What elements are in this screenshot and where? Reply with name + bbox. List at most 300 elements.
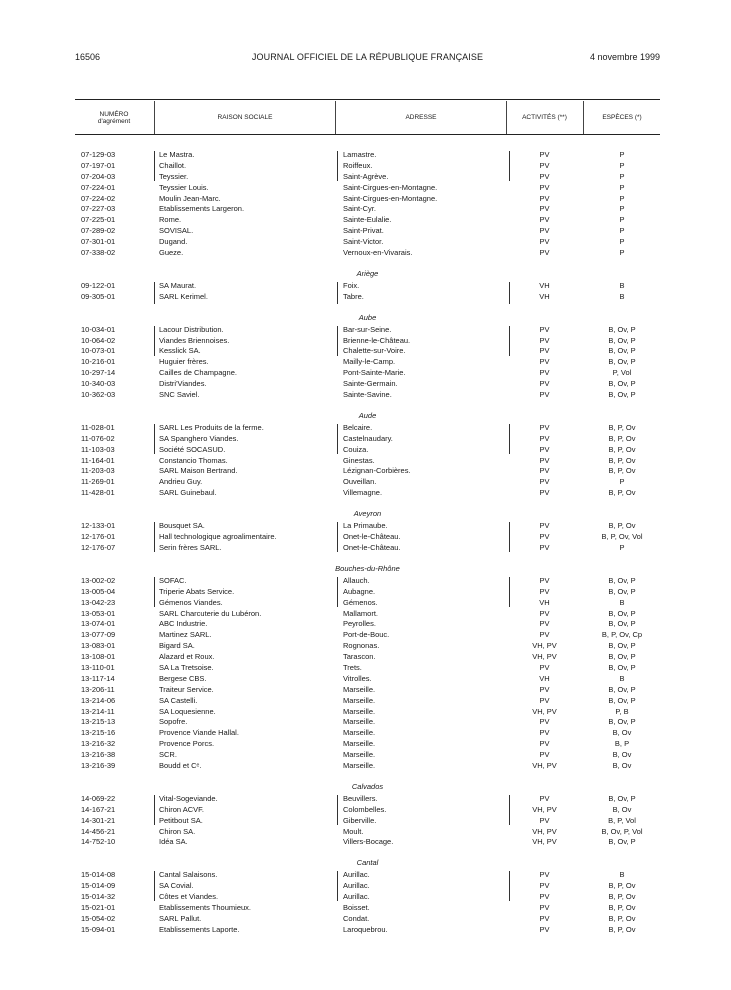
- especes-cell: B, Ov, P: [608, 717, 636, 727]
- agrement-number-cell: 15-014-32: [81, 892, 116, 902]
- activites-cell: VH: [539, 291, 550, 301]
- adresse-cell: Lézignan-Corbières.: [343, 466, 411, 476]
- table-row: [75, 477, 660, 488]
- raison-sociale-cell: Sopofre.: [159, 717, 188, 727]
- agrement-number-cell: 09-122-01: [81, 280, 116, 290]
- especes-cell: P: [619, 150, 625, 159]
- adresse-cell: Trets.: [343, 662, 362, 672]
- raison-sociale-cell: SARL Kerimel.: [159, 291, 208, 301]
- agrement-number-cell: 10-064-02: [81, 335, 116, 345]
- name-column-mark: [154, 871, 155, 901]
- activites-cell: PV: [539, 466, 550, 476]
- table-row: [75, 837, 660, 848]
- column-header-activites: ACTIVITÉS (**): [522, 114, 567, 121]
- agrement-number-cell: 12-176-01: [81, 532, 116, 542]
- adresse-cell: Saint-Victor.: [343, 237, 384, 247]
- table-row: [75, 728, 660, 739]
- table-row: [75, 543, 660, 554]
- especes-cell: B, Ov, P: [608, 324, 636, 334]
- adresse-cell: Tarascon.: [343, 652, 376, 662]
- adresse-cell: Aurillac.: [343, 881, 370, 891]
- activity-column-mark: [509, 577, 510, 607]
- activites-cell: PV: [539, 793, 550, 803]
- agrement-number-cell: 13-005-04: [81, 586, 116, 596]
- agrement-number-cell: 10-073-01: [81, 346, 116, 356]
- especes-cell: B, P, Ov: [608, 521, 636, 531]
- adresse-cell: Villers-Bocage.: [343, 837, 394, 847]
- raison-sociale-cell: Vital-Sogeviande.: [159, 793, 218, 803]
- raison-sociale-cell: Dugand.: [159, 237, 188, 247]
- raison-sociale-cell: Hall technologique agroalimentaire.: [159, 532, 277, 542]
- raison-sociale-cell: Idéa SA.: [159, 837, 188, 847]
- raison-sociale-cell: Moulin Jean-Marc.: [159, 193, 221, 203]
- activites-cell: VH, PV: [532, 641, 557, 651]
- raison-sociale-cell: Provence Viande Hallal.: [159, 728, 239, 738]
- adresse-cell: Beuvillers.: [343, 793, 378, 803]
- especes-cell: B, Ov, P: [608, 793, 636, 803]
- adresse-cell: Sainte-Eulalie.: [343, 215, 392, 225]
- table-row: [75, 914, 660, 925]
- adresse-cell: Brienne-le-Château.: [343, 335, 411, 345]
- activites-cell: PV: [539, 913, 550, 923]
- column-divider: [335, 101, 336, 134]
- activites-cell: PV: [539, 455, 550, 465]
- page-number: 16506: [75, 52, 101, 62]
- especes-cell: B, Ov, P: [608, 662, 636, 672]
- table-row: [75, 194, 660, 205]
- activites-cell: PV: [539, 150, 550, 159]
- adresse-cell: Chalette-sur-Voire.: [343, 346, 406, 356]
- raison-sociale-cell: SARL Les Produits de la ferme.: [159, 422, 264, 432]
- activity-column-mark: [509, 282, 510, 304]
- agrement-number-cell: 11-028-01: [81, 422, 115, 432]
- activites-cell: VH, PV: [532, 652, 557, 662]
- table-row: [75, 587, 660, 598]
- department-block: [75, 778, 660, 848]
- address-column-mark: [337, 326, 338, 356]
- adresse-cell: Boisset.: [343, 902, 370, 912]
- activites-cell: PV: [539, 608, 550, 618]
- raison-sociale-cell: Viandes Briennoises.: [159, 335, 230, 345]
- raison-sociale-cell: Chaillot.: [159, 160, 187, 170]
- agrement-number-cell: 15-094-01: [81, 924, 116, 934]
- table-row: [75, 204, 660, 215]
- name-column-mark: [154, 424, 155, 454]
- especes-cell: B, P, Ov: [608, 422, 636, 432]
- activites-cell: PV: [539, 444, 550, 454]
- table-header: [75, 101, 660, 135]
- raison-sociale-cell: Bousquet SA.: [159, 521, 205, 531]
- activity-column-mark: [509, 151, 510, 181]
- activites-cell: PV: [539, 902, 550, 912]
- especes-cell: B, Ov, P: [608, 641, 636, 651]
- especes-cell: B: [619, 280, 625, 290]
- raison-sociale-cell: Cailles de Champagne.: [159, 368, 237, 378]
- raison-sociale-cell: SA Castelli.: [159, 695, 198, 705]
- address-column-mark: [337, 151, 338, 181]
- agrement-number-cell: 10-297-14: [81, 368, 116, 378]
- adresse-cell: Vitrolles.: [343, 673, 372, 683]
- raison-sociale-cell: Boudd et Cᵉ.: [159, 760, 202, 770]
- agrement-number-cell: 13-216-39: [81, 760, 116, 770]
- especes-cell: B, P, Ov: [608, 881, 636, 891]
- department-heading: Cantal: [356, 858, 379, 868]
- activites-cell: PV: [539, 433, 550, 443]
- column-header-especes: ESPÈCES (*): [602, 114, 642, 121]
- agrement-number-cell: 14-752-10: [81, 837, 116, 847]
- especes-cell: B, P, Ov: [608, 892, 636, 902]
- raison-sociale-cell: Constancio Thomas.: [159, 455, 228, 465]
- adresse-cell: Marseille.: [343, 695, 376, 705]
- table-row: [75, 281, 660, 292]
- name-column-mark: [154, 326, 155, 356]
- agrement-number-cell: 14-456-21: [81, 826, 116, 836]
- table-row: [75, 521, 660, 532]
- activites-cell: PV: [539, 662, 550, 672]
- raison-sociale-cell: SA Loquesienne.: [159, 706, 216, 716]
- department-heading: Aube: [358, 312, 377, 322]
- table-row: [75, 739, 660, 750]
- especes-cell: P, Vol: [612, 368, 632, 378]
- department-block: [75, 150, 660, 259]
- agrement-number-cell: 12-176-07: [81, 542, 116, 552]
- especes-cell: P: [619, 160, 625, 170]
- adresse-cell: Castelnaudary.: [343, 433, 393, 443]
- especes-cell: P: [619, 204, 625, 214]
- activites-cell: PV: [539, 695, 550, 705]
- agrement-number-cell: 13-214-11: [81, 706, 115, 716]
- especes-cell: B, P: [614, 739, 630, 749]
- table-row: [75, 630, 660, 641]
- table-row: [75, 641, 660, 652]
- especes-cell: P: [619, 237, 625, 247]
- raison-sociale-cell: Bigard SA.: [159, 641, 195, 651]
- raison-sociale-cell: Alazard et Roux.: [159, 652, 215, 662]
- raison-sociale-cell: Le Mastra.: [159, 150, 195, 159]
- agrement-number-cell: 13-042-23: [81, 597, 116, 607]
- department-block: [75, 505, 660, 554]
- adresse-cell: Giberville.: [343, 815, 377, 825]
- table-row: [75, 609, 660, 620]
- department-block: [75, 560, 660, 772]
- address-column-mark: [337, 522, 338, 552]
- agrement-number-cell: 13-117-14: [81, 673, 115, 683]
- adresse-cell: Port-de-Bouc.: [343, 630, 390, 640]
- adresse-cell: Roiffeux.: [343, 160, 373, 170]
- agrement-number-cell: 07-289-02: [81, 226, 116, 236]
- adresse-cell: Laroquebrou.: [343, 924, 388, 934]
- table-row: [75, 346, 660, 357]
- activites-cell: PV: [539, 237, 550, 247]
- especes-cell: B, Ov, P: [608, 346, 636, 356]
- adresse-cell: Aurillac.: [343, 870, 370, 880]
- table-body: [75, 150, 660, 936]
- table-row: [75, 576, 660, 587]
- especes-cell: B, P, Vol: [608, 815, 636, 825]
- table-row: [75, 292, 660, 303]
- activites-cell: PV: [539, 215, 550, 225]
- especes-cell: P: [619, 193, 625, 203]
- department-heading: Calvados: [351, 781, 384, 791]
- especes-cell: B, P, Ov: [608, 455, 636, 465]
- adresse-cell: Foix.: [343, 280, 360, 290]
- activites-cell: PV: [539, 204, 550, 214]
- raison-sociale-cell: Martinez SARL.: [159, 630, 212, 640]
- especes-cell: B: [619, 597, 625, 607]
- especes-cell: B, P, Ov, Vol: [601, 532, 643, 542]
- agrement-number-cell: 11-428-01: [81, 488, 115, 498]
- agrement-number-cell: 13-110-01: [81, 662, 115, 672]
- especes-cell: P: [619, 542, 625, 552]
- agrement-number-cell: 13-216-38: [81, 750, 116, 760]
- table-row: [75, 434, 660, 445]
- raison-sociale-cell: Teyssier.: [159, 171, 189, 181]
- especes-cell: B, Ov, P: [608, 357, 636, 367]
- table-row: [75, 674, 660, 685]
- activites-cell: PV: [539, 390, 550, 400]
- department-block: [75, 265, 660, 303]
- table-row: [75, 226, 660, 237]
- table-row: [75, 881, 660, 892]
- raison-sociale-cell: Chiron SA.: [159, 826, 196, 836]
- especes-cell: B, Ov, P: [608, 837, 636, 847]
- raison-sociale-cell: Etablissements Largeron.: [159, 204, 245, 214]
- adresse-cell: Belcaire.: [343, 422, 373, 432]
- table-row: [75, 325, 660, 336]
- adresse-cell: Bar-sur-Seine.: [343, 324, 392, 334]
- raison-sociale-cell: Etablissements Laporte.: [159, 924, 240, 934]
- agrement-number-cell: 13-053-01: [81, 608, 116, 618]
- activites-cell: PV: [539, 924, 550, 934]
- raison-sociale-cell: Huguier frères.: [159, 357, 209, 367]
- adresse-cell: Lamastre.: [343, 150, 377, 159]
- especes-cell: B, Ov, P: [608, 575, 636, 585]
- adresse-cell: Saint-Agrève.: [343, 171, 389, 181]
- especes-cell: P: [619, 248, 625, 258]
- especes-cell: B, P, Ov: [608, 444, 636, 454]
- table-row: [75, 336, 660, 347]
- raison-sociale-cell: Kesslick SA.: [159, 346, 201, 356]
- department-heading: Aveyron: [353, 509, 382, 519]
- table-row: [75, 805, 660, 816]
- agrement-number-cell: 10-362-03: [81, 390, 116, 400]
- activites-cell: PV: [539, 477, 550, 487]
- adresse-cell: Ginestas.: [343, 455, 375, 465]
- activites-cell: PV: [539, 248, 550, 258]
- raison-sociale-cell: Teyssier Louis.: [159, 182, 209, 192]
- especes-cell: B, Ov, P: [608, 586, 636, 596]
- agrement-number-cell: 14-167-21: [81, 804, 116, 814]
- raison-sociale-cell: SOFAC.: [159, 575, 187, 585]
- adresse-cell: Aurillac.: [343, 892, 370, 902]
- raison-sociale-cell: Distri'Viandes.: [159, 379, 207, 389]
- raison-sociale-cell: SARL Maison Bertrand.: [159, 466, 238, 476]
- agrement-number-cell: 07-338-02: [81, 248, 116, 258]
- adresse-cell: Couiza.: [343, 444, 369, 454]
- department-block: [75, 407, 660, 499]
- activites-cell: PV: [539, 379, 550, 389]
- name-column-mark: [154, 282, 155, 304]
- table-row: [75, 161, 660, 172]
- table-row: [75, 532, 660, 543]
- table-row: [75, 870, 660, 881]
- table-row: [75, 215, 660, 226]
- especes-cell: B, P, Ov: [608, 466, 636, 476]
- column-divider: [154, 101, 155, 134]
- adresse-cell: Colombelles.: [343, 804, 387, 814]
- activites-cell: VH, PV: [532, 804, 557, 814]
- activites-cell: PV: [539, 575, 550, 585]
- name-column-mark: [154, 795, 155, 825]
- raison-sociale-cell: Triperie Abats Service.: [159, 586, 235, 596]
- table-row: [75, 368, 660, 379]
- activity-column-mark: [509, 871, 510, 901]
- agrement-number-cell: 15-014-08: [81, 870, 116, 880]
- especes-cell: B, P, Ov, Cp: [601, 630, 643, 640]
- adresse-cell: Mailly-le-Camp.: [343, 357, 396, 367]
- raison-sociale-cell: Serin frères SARL.: [159, 542, 222, 552]
- activites-cell: PV: [539, 892, 550, 902]
- agrement-number-cell: 13-206-11: [81, 684, 115, 694]
- agrement-number-cell: 13-108-01: [81, 652, 116, 662]
- table-row: [75, 379, 660, 390]
- adresse-cell: Marseille.: [343, 728, 376, 738]
- agrement-number-cell: 13-214-06: [81, 695, 116, 705]
- activites-cell: PV: [539, 630, 550, 640]
- activites-cell: PV: [539, 728, 550, 738]
- page-header: [75, 52, 660, 66]
- adresse-cell: Vernoux-en-Vivarais.: [343, 248, 413, 258]
- table-row: [75, 652, 660, 663]
- agrement-number-cell: 13-002-02: [81, 575, 116, 585]
- agrement-number-cell: 15-054-02: [81, 913, 116, 923]
- adresse-cell: Pont-Sainte-Marie.: [343, 368, 406, 378]
- especes-cell: B, P, Ov: [608, 924, 636, 934]
- activites-cell: PV: [539, 182, 550, 192]
- raison-sociale-cell: Gueze.: [159, 248, 184, 258]
- especes-cell: B, Ov, P: [608, 390, 636, 400]
- especes-cell: B, Ov, P: [608, 335, 636, 345]
- activites-cell: VH, PV: [532, 826, 557, 836]
- name-column-mark: [154, 522, 155, 552]
- adresse-cell: Marseille.: [343, 739, 376, 749]
- table-row: [75, 663, 660, 674]
- activites-cell: PV: [539, 521, 550, 531]
- table-row: [75, 707, 660, 718]
- adresse-cell: Ouveillan.: [343, 477, 377, 487]
- agrement-number-cell: 07-129-03: [81, 150, 116, 159]
- raison-sociale-cell: SOVISAL.: [159, 226, 194, 236]
- activites-cell: PV: [539, 619, 550, 629]
- especes-cell: B, Ov, P: [608, 379, 636, 389]
- activites-cell: PV: [539, 542, 550, 552]
- especes-cell: B, Ov: [612, 750, 632, 760]
- especes-cell: B, P, Ov: [608, 902, 636, 912]
- especes-cell: B, P, Ov: [608, 488, 636, 498]
- agrement-number-cell: 11-269-01: [81, 477, 115, 487]
- table-row: [75, 761, 660, 772]
- adresse-cell: La Primaube.: [343, 521, 388, 531]
- column-header-numero-line2: d'agrément: [97, 117, 131, 125]
- adresse-cell: Aubagne.: [343, 586, 376, 596]
- especes-cell: B: [619, 673, 625, 683]
- raison-sociale-cell: Lacour Distribution.: [159, 324, 224, 334]
- activites-cell: VH, PV: [532, 837, 557, 847]
- adresse-cell: Onet-le-Château.: [343, 532, 401, 542]
- activites-cell: PV: [539, 335, 550, 345]
- activites-cell: VH: [539, 673, 550, 683]
- agrement-number-cell: 10-216-01: [81, 357, 116, 367]
- agrement-number-cell: 13-215-16: [81, 728, 116, 738]
- address-column-mark: [337, 282, 338, 304]
- table-row: [75, 466, 660, 477]
- table-row: [75, 423, 660, 434]
- adresse-cell: Marseille.: [343, 684, 376, 694]
- especes-cell: B, Ov: [612, 728, 632, 738]
- especes-cell: P: [619, 477, 625, 487]
- name-column-mark: [154, 151, 155, 181]
- address-column-mark: [337, 424, 338, 454]
- table-row: [75, 892, 660, 903]
- table-row: [75, 685, 660, 696]
- activity-column-mark: [509, 424, 510, 454]
- activites-cell: PV: [539, 171, 550, 181]
- adresse-cell: Villemagne.: [343, 488, 383, 498]
- publication-date: 4 novembre 1999: [589, 52, 660, 62]
- table-row: [75, 445, 660, 456]
- activites-cell: PV: [539, 815, 550, 825]
- column-header-numero: [75, 101, 153, 134]
- raison-sociale-cell: SNC Saviel.: [159, 390, 200, 400]
- column-divider: [506, 101, 507, 134]
- agrement-number-cell: 14-069-22: [81, 793, 116, 803]
- activites-cell: PV: [539, 881, 550, 891]
- table-row: [75, 456, 660, 467]
- agrement-number-cell: 11-164-01: [81, 455, 115, 465]
- table-top-rule: [75, 99, 660, 100]
- agrement-number-cell: 13-083-01: [81, 641, 116, 651]
- activites-cell: PV: [539, 739, 550, 749]
- table-row: [75, 390, 660, 401]
- adresse-cell: Gémenos.: [343, 597, 378, 607]
- raison-sociale-cell: Société SOCASUD.: [159, 444, 226, 454]
- adresse-cell: Onet-le-Château.: [343, 542, 401, 552]
- table-row: [75, 183, 660, 194]
- especes-cell: B, Ov: [612, 760, 632, 770]
- agrement-number-cell: 15-014-09: [81, 881, 116, 891]
- agrement-number-cell: 11-203-03: [81, 466, 115, 476]
- especes-cell: B: [619, 870, 625, 880]
- table-row: [75, 696, 660, 707]
- adresse-cell: Mallamort.: [343, 608, 379, 618]
- department-block: [75, 854, 660, 935]
- especes-cell: P, B: [615, 706, 629, 716]
- address-column-mark: [337, 577, 338, 607]
- adresse-cell: Marseille.: [343, 760, 376, 770]
- agrement-number-cell: 07-227-03: [81, 204, 116, 214]
- table-row: [75, 903, 660, 914]
- agrement-number-cell: 07-204-03: [81, 171, 116, 181]
- adresse-cell: Marseille.: [343, 706, 376, 716]
- raison-sociale-cell: Gémenos Viandes.: [159, 597, 223, 607]
- raison-sociale-cell: SA Covial.: [159, 881, 194, 891]
- especes-cell: P: [619, 171, 625, 181]
- raison-sociale-cell: Andrieu Guy.: [159, 477, 203, 487]
- raison-sociale-cell: SCR.: [159, 750, 177, 760]
- raison-sociale-cell: Bergese CBS.: [159, 673, 207, 683]
- adresse-cell: Tabre.: [343, 291, 364, 301]
- table-row: [75, 237, 660, 248]
